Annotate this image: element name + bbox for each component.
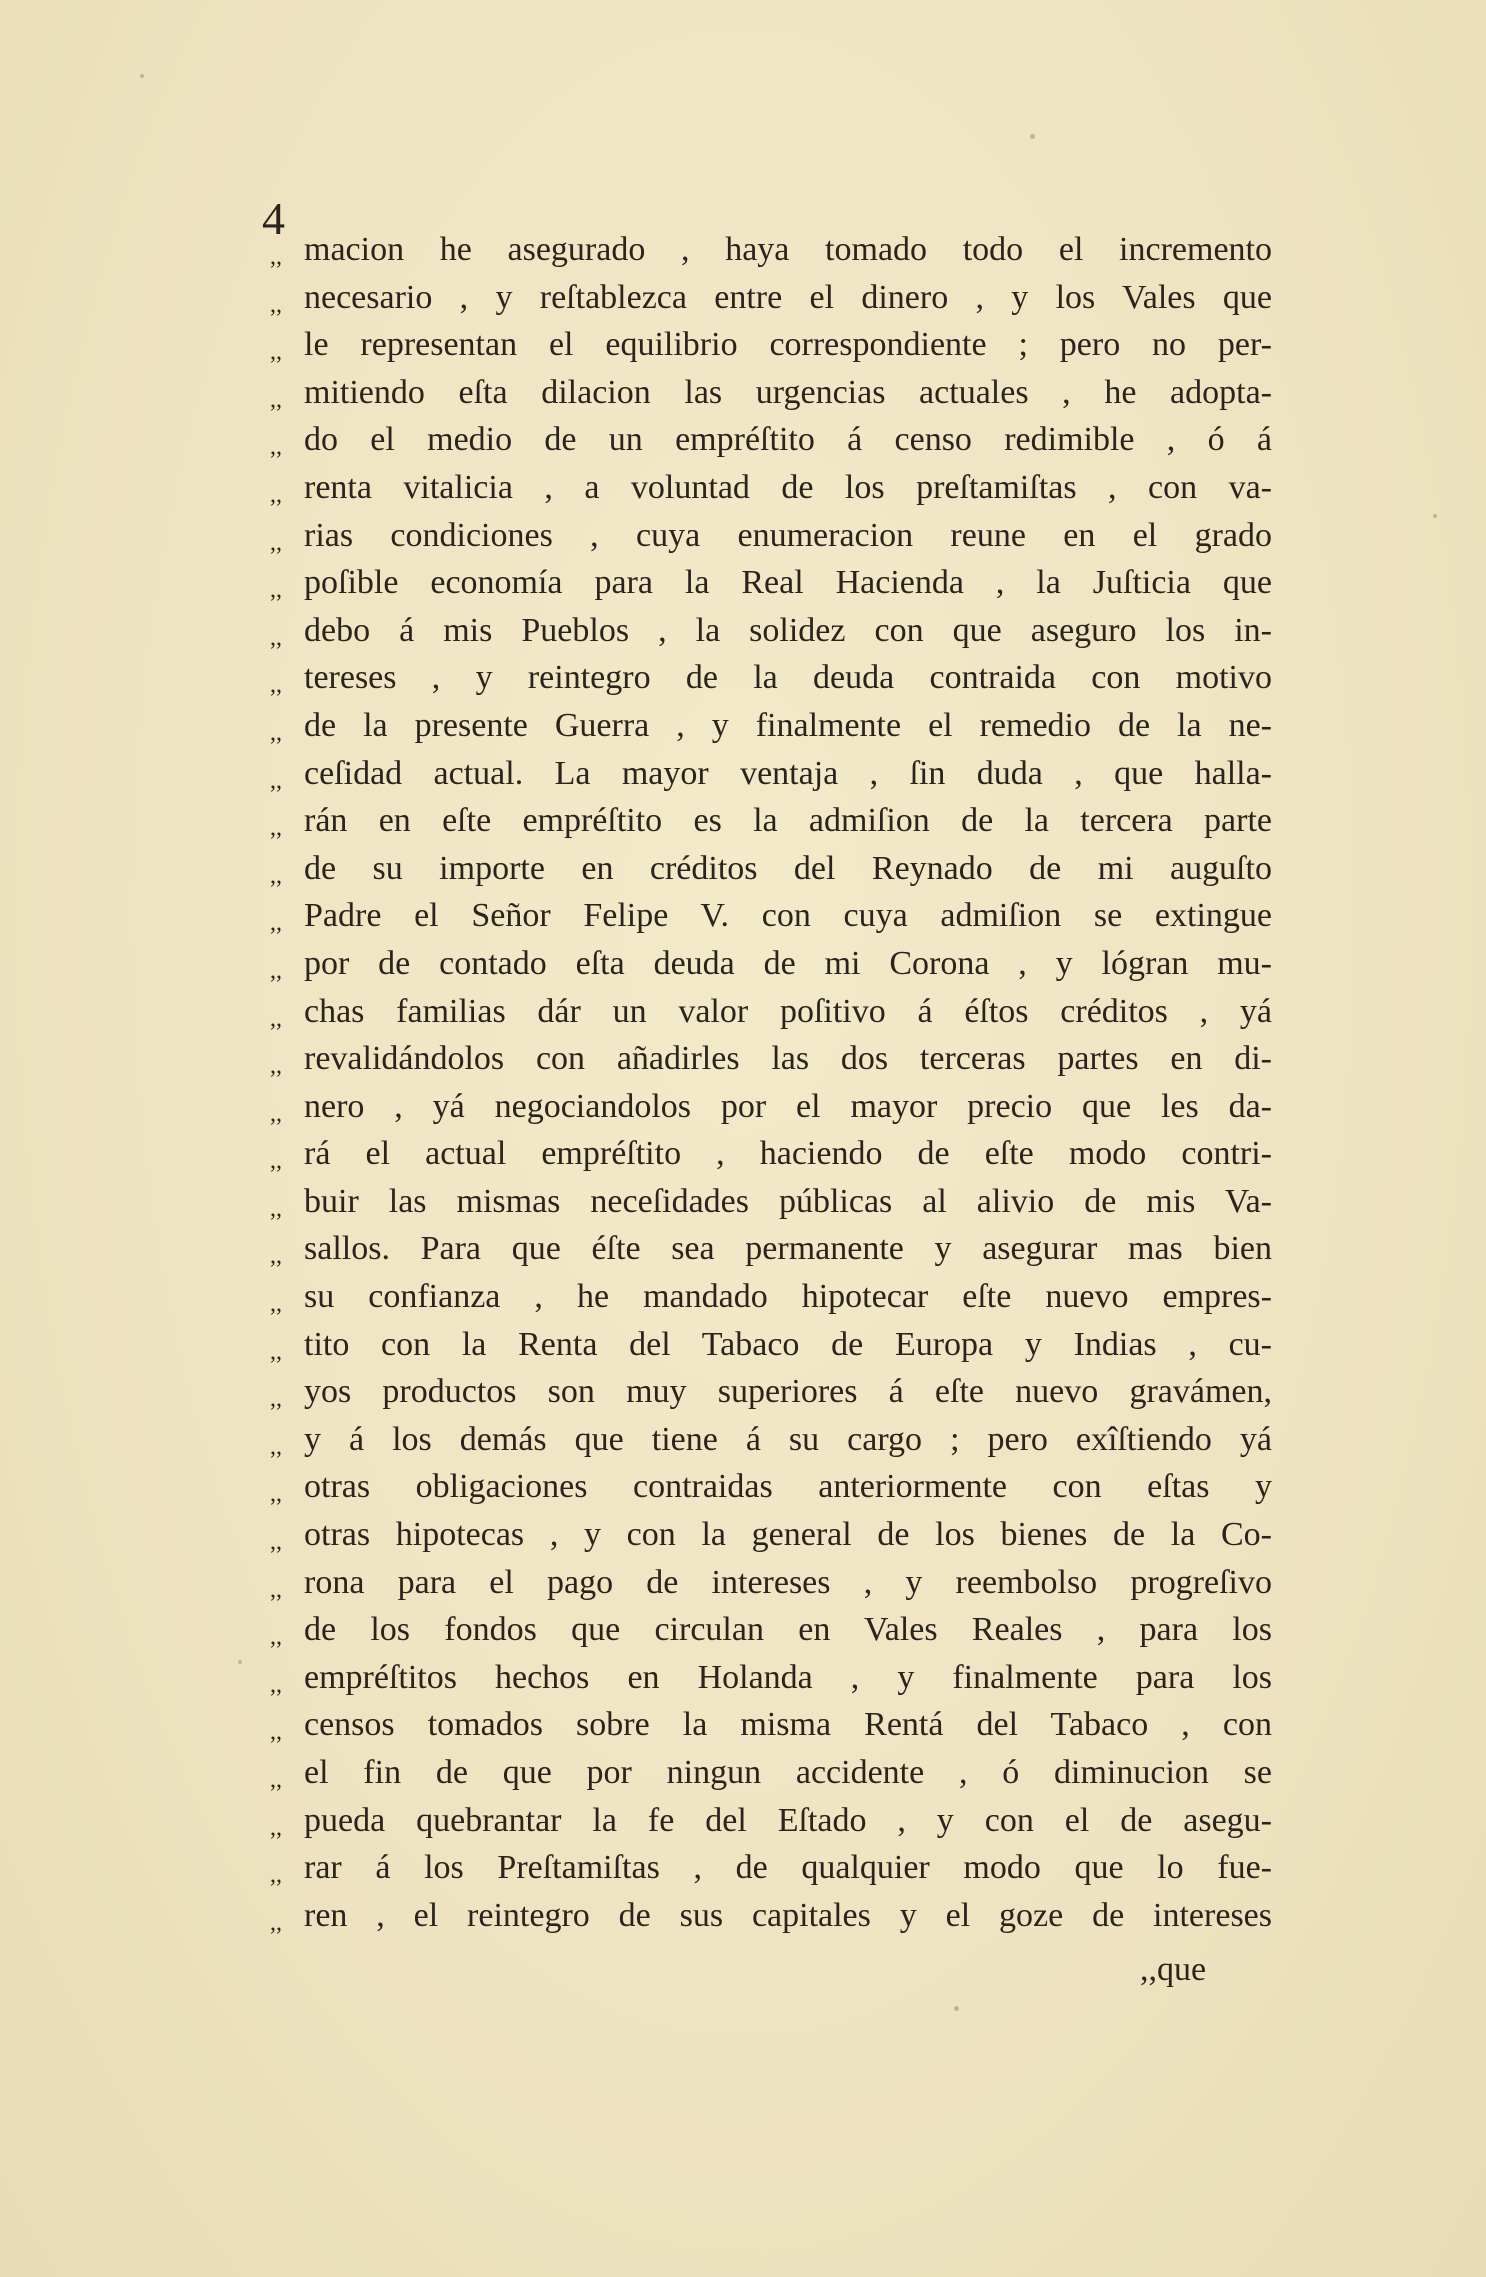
- line-text: rona para el pago de intereses , y reembolso progreſivo: [304, 1563, 1272, 1601]
- quote-mark: ,,: [270, 1100, 282, 1127]
- line-text: rá el actual empréſtito , haciendo de eſte modo contri-: [304, 1135, 1272, 1173]
- page-number: 4: [262, 193, 285, 244]
- text-line: [262, 1178, 1272, 1226]
- quote-mark: ,,: [270, 1386, 282, 1413]
- line-text: renta vitalicia , a voluntad de los preſtamiſtas , con va-: [304, 468, 1272, 506]
- quote-mark: ,,: [270, 291, 282, 318]
- quote-mark: ,,: [270, 244, 282, 270]
- text-line: [262, 1844, 1272, 1892]
- quote-mark: ,,: [270, 910, 282, 937]
- line-text: de los fondos que circulan en Vales Reales , para los: [304, 1611, 1272, 1649]
- line-text: su confianza , he mandado hipotecar eſte nuevo empres-: [304, 1278, 1272, 1316]
- line-text: necesario , y reſtablezca entre el dinero , y los Vales que: [304, 278, 1272, 316]
- text-line: [262, 369, 1272, 417]
- line-text: Padre el Señor Felipe V. con cuya admiſion se extingue: [304, 897, 1272, 935]
- text-line: [262, 1797, 1272, 1845]
- quote-mark: ,,: [270, 1814, 282, 1841]
- line-text: de su importe en créditos del Reynado de mi auguſto: [304, 849, 1272, 887]
- quote-mark: ,,: [270, 624, 282, 651]
- line-text: sallos. Para que éſte sea permanente y asegurar mas bien: [304, 1230, 1272, 1268]
- line-text: el fin de que por ningun accidente , ó diminucion se: [304, 1754, 1272, 1791]
- text-line: [262, 1083, 1272, 1131]
- text-line: [262, 988, 1272, 1036]
- line-text: empréſtitos hechos en Holanda , y finalmente para los: [304, 1658, 1272, 1696]
- line-text: poſible economía para la Real Hacienda , la Juſticia que: [304, 564, 1272, 602]
- quote-mark: ,,: [270, 386, 282, 413]
- line-text: tito con la Renta del Tabaco de Europa y Indias , cu-: [304, 1325, 1272, 1363]
- quote-mark: ,,: [270, 767, 282, 794]
- line-text: y á los demás que tiene á su cargo ; pero exîſtiendo yá: [304, 1420, 1272, 1458]
- text-line: [262, 1225, 1272, 1273]
- line-text: censos tomados sobre la misma Rentá del Tabaco , con: [304, 1706, 1272, 1744]
- line-text: ren , el reintegro de sus capitales y el goze de intereses: [304, 1896, 1272, 1934]
- catchword: ,,que: [1140, 1951, 1207, 1988]
- line-text: macion he asegurado , haya tomado todo el incremento: [304, 231, 1272, 268]
- text-line: [262, 702, 1272, 750]
- quote-mark: ,,: [270, 1053, 282, 1080]
- paper-speck: [140, 74, 144, 78]
- line-text: otras hipotecas , y con la general de los bienes de la Co-: [304, 1516, 1272, 1554]
- text-line: [262, 750, 1272, 798]
- paper-speck: [1433, 514, 1437, 518]
- line-text: mitiendo eſta dilacion las urgencias actuales , he adopta-: [304, 373, 1272, 411]
- line-text: pueda quebrantar la fe del Eſtado , y con el de asegu-: [304, 1801, 1272, 1839]
- text-line: [262, 1892, 1272, 1940]
- quote-mark: ,,: [270, 815, 282, 842]
- line-text: nero , yá negociandolos por el mayor precio que les da-: [304, 1087, 1272, 1125]
- quote-mark: ,,: [270, 434, 282, 461]
- text-line: [262, 1749, 1272, 1797]
- quote-mark: ,,: [270, 1005, 282, 1032]
- line-text: rias condiciones , cuya enumeracion reune en el grado: [304, 516, 1272, 554]
- line-text: revalidándolos con añadirles las dos terceras partes en di-: [304, 1040, 1272, 1078]
- line-text: chas familias dár un valor poſitivo á éſtos créditos , yá: [304, 992, 1272, 1030]
- quote-mark: ,,: [270, 1195, 282, 1222]
- text-line: [262, 1511, 1272, 1559]
- text-line: [262, 1273, 1272, 1321]
- text-line: [262, 607, 1272, 655]
- quote-mark: ,,: [270, 1909, 282, 1936]
- line-text: de la presente Guerra , y finalmente el remedio de la ne-: [304, 706, 1272, 744]
- text-line: [262, 226, 1272, 274]
- quote-mark: ,,: [270, 1767, 282, 1793]
- text-line: [262, 464, 1272, 512]
- paper-speck: [954, 2006, 959, 2011]
- quote-mark: ,,: [270, 957, 282, 984]
- text-line: [262, 274, 1272, 322]
- quote-mark: ,,: [270, 1671, 282, 1698]
- quote-mark: ,,: [270, 672, 282, 699]
- quote-mark: ,,: [270, 1529, 282, 1556]
- quote-mark: ,,: [270, 1291, 282, 1318]
- text-line: [262, 845, 1272, 893]
- paper-speck: [238, 1660, 242, 1664]
- text-line: [262, 1130, 1272, 1178]
- text-line: [262, 654, 1272, 702]
- quote-mark: ,,: [270, 1862, 282, 1889]
- line-text: rán en eſte empréſtito es la admiſion de la tercera parte: [304, 802, 1272, 840]
- quote-mark: ,,: [270, 1719, 282, 1746]
- text-line: [262, 797, 1272, 845]
- text-line: [262, 1559, 1272, 1607]
- body-text: [262, 226, 1272, 1939]
- line-text: buir las mismas neceſidades públicas al alivio de mis Va-: [304, 1182, 1272, 1220]
- line-text: otras obligaciones contraidas anteriormente con eſtas y: [304, 1468, 1272, 1506]
- text-line: [262, 1035, 1272, 1083]
- line-text: le representan el equilibrio correspondiente ; pero no per-: [304, 326, 1272, 364]
- quote-mark: ,,: [270, 1338, 282, 1365]
- quote-mark: ,,: [270, 339, 282, 366]
- quote-mark: ,,: [270, 529, 282, 556]
- text-line: [262, 512, 1272, 560]
- quote-mark: ,,: [270, 1576, 282, 1603]
- text-line: [262, 416, 1272, 464]
- quote-mark: ,,: [270, 862, 282, 889]
- text-line: [262, 940, 1272, 988]
- line-text: por de contado eſta deuda de mi Corona , y lógran mu-: [304, 944, 1272, 982]
- quote-mark: ,,: [270, 719, 282, 746]
- line-text: debo á mis Pueblos , la solidez con que aseguro los in-: [304, 611, 1272, 649]
- text-line: [262, 1368, 1272, 1416]
- text-line: [262, 1321, 1272, 1369]
- line-text: rar á los Preſtamiſtas , de qualquier modo que lo fue-: [304, 1849, 1272, 1887]
- line-text: yos productos son muy superiores á eſte nuevo gravámen,: [304, 1373, 1272, 1411]
- line-text: tereses , y reintegro de la deuda contraida con motivo: [304, 659, 1272, 697]
- text-line: [262, 559, 1272, 607]
- text-line: [262, 321, 1272, 369]
- quote-mark: ,,: [270, 577, 282, 604]
- line-text: do el medio de un empréſtito á censo redimible , ó á: [304, 421, 1272, 459]
- text-line: [262, 1701, 1272, 1749]
- text-line: [262, 1463, 1272, 1511]
- text-line: [262, 1654, 1272, 1702]
- quote-mark: ,,: [270, 481, 282, 508]
- quote-mark: ,,: [270, 1243, 282, 1270]
- quote-mark: ,,: [270, 1433, 282, 1460]
- quote-mark: ,,: [270, 1481, 282, 1508]
- line-text: ceſidad actual. La mayor ventaja , ſin duda , que halla-: [304, 754, 1272, 792]
- paper-speck: [1030, 134, 1035, 139]
- quote-mark: ,,: [270, 1624, 282, 1651]
- text-line: [262, 1606, 1272, 1654]
- text-line: [262, 1416, 1272, 1464]
- text-line: [262, 892, 1272, 940]
- quote-mark: ,,: [270, 1148, 282, 1175]
